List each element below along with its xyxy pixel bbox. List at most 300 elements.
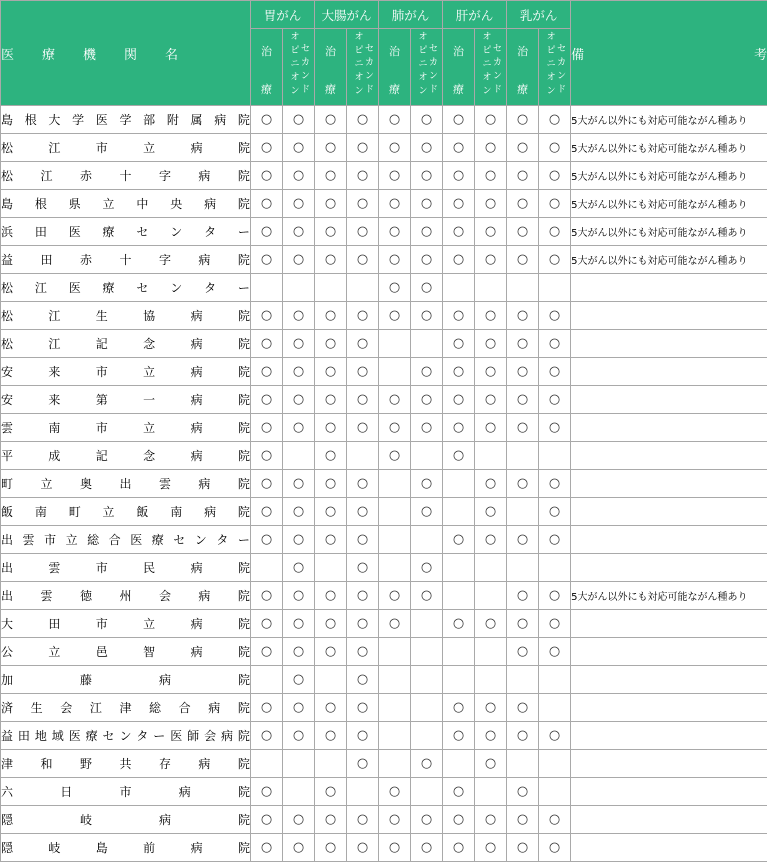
second-opinion-cell: ○ [283, 554, 315, 582]
treatment-cell: ○ [443, 134, 475, 162]
treatment-cell: ○ [443, 302, 475, 330]
hospital-name: 島 根 県 立 中 央 病 院 [1, 195, 250, 212]
treatment-cell: ○ [443, 358, 475, 386]
treatment-cell: ○ [251, 414, 283, 442]
second-opinion-subheader [539, 29, 571, 106]
treatment-cell: ○ [507, 414, 539, 442]
hospital-name-cell [1, 386, 251, 414]
table-row [1, 526, 767, 554]
second-opinion-line-2: オピニオン [289, 31, 299, 99]
hospital-name: 益 田 赤 十 字 病 院 [1, 251, 250, 268]
second-opinion-cell: ○ [475, 106, 507, 134]
second-opinion-cell: ○ [283, 106, 315, 134]
second-opinion-cell: ○ [347, 190, 379, 218]
table-row [1, 274, 767, 302]
treatment-cell: ○ [251, 386, 283, 414]
treatment-cell: ○ [251, 582, 283, 610]
hospital-name: 出 雲 市 立 総 合 医 療 セ ン タ ー [1, 531, 250, 548]
second-opinion-cell: ○ [475, 246, 507, 274]
second-opinion-cell [539, 442, 571, 470]
second-opinion-cell: ○ [283, 806, 315, 834]
treatment-cell [379, 722, 411, 750]
treatment-cell: ○ [379, 610, 411, 638]
treatment-char-1: 治 [325, 43, 336, 59]
second-opinion-cell: ○ [283, 386, 315, 414]
treatment-cell [379, 470, 411, 498]
second-opinion-cell: ○ [411, 806, 443, 834]
second-opinion-cell: ○ [539, 834, 571, 862]
second-opinion-cell [283, 750, 315, 778]
second-opinion-subheader [347, 29, 379, 106]
treatment-cell: ○ [315, 610, 347, 638]
second-opinion-cell: ○ [539, 302, 571, 330]
treatment-cell: ○ [379, 806, 411, 834]
treatment-cell [443, 470, 475, 498]
treatment-cell: ○ [251, 638, 283, 666]
treatment-cell: ○ [251, 302, 283, 330]
second-opinion-cell: ○ [475, 498, 507, 526]
treatment-cell: ○ [315, 190, 347, 218]
second-opinion-cell: ○ [347, 386, 379, 414]
treatment-cell [443, 498, 475, 526]
second-opinion-cell: ○ [411, 582, 443, 610]
second-opinion-cell: ○ [283, 162, 315, 190]
second-opinion-line-1: セカンド [427, 31, 437, 99]
institution-header: 医療機関名 [1, 1, 251, 106]
remarks-cell: 5大がん以外にも対応可能ながん種あり [571, 106, 767, 134]
second-opinion-cell [411, 722, 443, 750]
second-opinion-cell: ○ [475, 722, 507, 750]
hospital-name: 大 田 市 立 病 院 [1, 615, 250, 632]
second-opinion-cell [539, 750, 571, 778]
second-opinion-cell: ○ [411, 750, 443, 778]
treatment-cell: ○ [251, 498, 283, 526]
treatment-cell [379, 526, 411, 554]
hospital-name: 益 田 地 域 医 療 セ ン タ ー 医 師 会 病 院 [1, 727, 250, 744]
treatment-cell [379, 498, 411, 526]
second-opinion-cell [539, 666, 571, 694]
hospital-name: 松 江 赤 十 字 病 院 [1, 167, 250, 184]
treatment-cell: ○ [379, 218, 411, 246]
treatment-cell: ○ [379, 274, 411, 302]
treatment-cell: ○ [443, 442, 475, 470]
second-opinion-cell [411, 610, 443, 638]
second-opinion-cell: ○ [347, 246, 379, 274]
hospital-name: 津 和 野 共 存 病 院 [1, 755, 250, 772]
treatment-cell [379, 358, 411, 386]
hospital-name: 隠 岐 病 院 [1, 811, 250, 828]
remarks-cell [571, 498, 767, 526]
treatment-cell: ○ [379, 414, 411, 442]
second-opinion-line-2: オピニオン [545, 31, 555, 99]
treatment-cell [507, 554, 539, 582]
treatment-cell: ○ [315, 358, 347, 386]
second-opinion-cell [347, 442, 379, 470]
second-opinion-cell: ○ [411, 274, 443, 302]
hospital-name: 安 来 第 一 病 院 [1, 391, 250, 408]
treatment-cell: ○ [507, 722, 539, 750]
hospital-name: 町 立 奥 出 雲 病 院 [1, 475, 250, 492]
treatment-cell: ○ [251, 246, 283, 274]
hospital-name: 隠 岐 島 前 病 院 [1, 839, 250, 856]
treatment-cell: ○ [507, 610, 539, 638]
treatment-char-2: 療 [453, 81, 464, 97]
remarks-cell: 5大がん以外にも対応可能ながん種あり [571, 246, 767, 274]
second-opinion-cell: ○ [411, 498, 443, 526]
treatment-cell [507, 666, 539, 694]
treatment-cell: ○ [507, 386, 539, 414]
treatment-cell [315, 666, 347, 694]
second-opinion-cell: ○ [539, 218, 571, 246]
treatment-cell: ○ [379, 246, 411, 274]
second-opinion-cell: ○ [283, 218, 315, 246]
remarks-header [571, 1, 767, 106]
treatment-cell: ○ [507, 134, 539, 162]
table-row [1, 246, 767, 274]
second-opinion-cell: ○ [347, 526, 379, 554]
treatment-cell [443, 554, 475, 582]
second-opinion-cell: ○ [475, 162, 507, 190]
table-row [1, 834, 767, 862]
remarks-cell [571, 330, 767, 358]
hospital-name: 松 江 市 立 病 院 [1, 139, 250, 156]
treatment-cell: ○ [443, 610, 475, 638]
second-opinion-cell [539, 778, 571, 806]
treatment-cell: ○ [251, 134, 283, 162]
table-row [1, 666, 767, 694]
treatment-cell [251, 554, 283, 582]
treatment-cell: ○ [315, 778, 347, 806]
second-opinion-cell: ○ [347, 218, 379, 246]
second-opinion-cell: ○ [283, 834, 315, 862]
second-opinion-cell: ○ [411, 106, 443, 134]
second-opinion-cell: ○ [347, 582, 379, 610]
table-row [1, 218, 767, 246]
cancer-header-lung: 肺がん [379, 1, 443, 29]
second-opinion-cell: ○ [411, 470, 443, 498]
treatment-cell: ○ [379, 162, 411, 190]
second-opinion-cell: ○ [539, 162, 571, 190]
second-opinion-line-2: オピニオン [417, 31, 427, 99]
treatment-cell: ○ [251, 470, 283, 498]
hospital-name-cell [1, 694, 251, 722]
second-opinion-line-1: セカンド [555, 31, 565, 99]
remarks-cell [571, 722, 767, 750]
remarks-cell [571, 834, 767, 862]
hospital-name-cell [1, 246, 251, 274]
hospital-name: 松 江 生 協 病 院 [1, 307, 250, 324]
treatment-cell: ○ [379, 582, 411, 610]
second-opinion-cell: ○ [347, 330, 379, 358]
second-opinion-cell: ○ [283, 498, 315, 526]
second-opinion-cell: ○ [283, 694, 315, 722]
second-opinion-cell: ○ [411, 162, 443, 190]
treatment-cell: ○ [443, 778, 475, 806]
treatment-cell: ○ [315, 806, 347, 834]
cancer-header-breast: 乳がん [507, 1, 571, 29]
treatment-char-1: 治 [453, 43, 464, 59]
hospital-name-cell [1, 330, 251, 358]
cancer-header-liver: 肝がん [443, 1, 507, 29]
remarks-header-char-2: 考 [754, 44, 767, 63]
treatment-cell: ○ [315, 134, 347, 162]
table-body [1, 106, 767, 862]
second-opinion-cell: ○ [539, 330, 571, 358]
second-opinion-cell: ○ [347, 666, 379, 694]
hospital-name-cell [1, 806, 251, 834]
hospital-name-cell [1, 610, 251, 638]
treatment-cell: ○ [507, 218, 539, 246]
treatment-cell: ○ [379, 134, 411, 162]
remarks-cell [571, 610, 767, 638]
second-opinion-cell [283, 778, 315, 806]
treatment-cell: ○ [315, 694, 347, 722]
remarks-cell [571, 526, 767, 554]
remarks-cell [571, 302, 767, 330]
second-opinion-cell: ○ [475, 610, 507, 638]
second-opinion-cell: ○ [347, 470, 379, 498]
second-opinion-cell: ○ [347, 554, 379, 582]
treatment-cell: ○ [251, 526, 283, 554]
treatment-cell: ○ [507, 778, 539, 806]
treatment-cell: ○ [507, 190, 539, 218]
treatment-cell [379, 330, 411, 358]
second-opinion-cell: ○ [283, 134, 315, 162]
table-row [1, 750, 767, 778]
second-opinion-cell: ○ [539, 498, 571, 526]
remarks-cell [571, 274, 767, 302]
treatment-cell: ○ [443, 694, 475, 722]
second-opinion-cell: ○ [475, 694, 507, 722]
hospital-name: 加 藤 病 院 [1, 671, 250, 688]
treatment-cell: ○ [315, 442, 347, 470]
treatment-cell: ○ [443, 330, 475, 358]
treatment-cell: ○ [443, 190, 475, 218]
second-opinion-cell [539, 554, 571, 582]
second-opinion-cell: ○ [283, 190, 315, 218]
second-opinion-cell: ○ [539, 610, 571, 638]
table-row [1, 358, 767, 386]
hospital-name-cell [1, 638, 251, 666]
second-opinion-cell [283, 442, 315, 470]
treatment-cell: ○ [251, 358, 283, 386]
treatment-cell: ○ [379, 106, 411, 134]
treatment-cell [379, 750, 411, 778]
remarks-cell: 5大がん以外にも対応可能ながん種あり [571, 134, 767, 162]
treatment-cell: ○ [507, 582, 539, 610]
second-opinion-cell: ○ [539, 190, 571, 218]
second-opinion-line-2: オピニオン [481, 31, 491, 99]
cancer-header-stomach: 胃がん [251, 1, 315, 29]
treatment-subheader [251, 29, 283, 106]
table-row [1, 330, 767, 358]
second-opinion-cell: ○ [539, 106, 571, 134]
second-opinion-cell [411, 778, 443, 806]
second-opinion-cell: ○ [411, 190, 443, 218]
hospital-name-cell [1, 358, 251, 386]
treatment-cell: ○ [443, 722, 475, 750]
remarks-cell [571, 638, 767, 666]
second-opinion-cell: ○ [283, 666, 315, 694]
second-opinion-cell: ○ [283, 330, 315, 358]
hospital-name-cell [1, 414, 251, 442]
treatment-cell [315, 554, 347, 582]
second-opinion-cell [411, 442, 443, 470]
treatment-cell: ○ [507, 526, 539, 554]
table-row [1, 190, 767, 218]
treatment-cell [315, 274, 347, 302]
remarks-cell [571, 694, 767, 722]
treatment-cell: ○ [443, 218, 475, 246]
second-opinion-cell [475, 582, 507, 610]
remarks-cell: 5大がん以外にも対応可能ながん種あり [571, 190, 767, 218]
hospital-name-cell [1, 750, 251, 778]
second-opinion-cell: ○ [475, 806, 507, 834]
treatment-cell: ○ [315, 722, 347, 750]
treatment-cell [507, 274, 539, 302]
hospital-name-cell [1, 666, 251, 694]
hospital-name: 出 雲 徳 州 会 病 院 [1, 587, 250, 604]
second-opinion-cell: ○ [411, 246, 443, 274]
treatment-char-1: 治 [261, 43, 272, 59]
second-opinion-cell: ○ [475, 386, 507, 414]
remarks-cell [571, 806, 767, 834]
remarks-cell [571, 554, 767, 582]
treatment-cell: ○ [379, 778, 411, 806]
second-opinion-cell: ○ [411, 358, 443, 386]
treatment-cell: ○ [251, 722, 283, 750]
treatment-cell [379, 554, 411, 582]
remarks-cell [571, 386, 767, 414]
treatment-cell [443, 666, 475, 694]
treatment-cell: ○ [507, 162, 539, 190]
second-opinion-cell [347, 778, 379, 806]
hospital-name: 安 来 市 立 病 院 [1, 363, 250, 380]
treatment-cell: ○ [507, 638, 539, 666]
treatment-cell: ○ [443, 834, 475, 862]
treatment-cell: ○ [315, 106, 347, 134]
treatment-cell: ○ [379, 190, 411, 218]
treatment-cell [507, 498, 539, 526]
second-opinion-cell: ○ [411, 834, 443, 862]
treatment-cell: ○ [251, 162, 283, 190]
treatment-cell: ○ [251, 694, 283, 722]
second-opinion-cell: ○ [347, 358, 379, 386]
second-opinion-cell: ○ [539, 470, 571, 498]
second-opinion-subheader [283, 29, 315, 106]
treatment-cell: ○ [379, 386, 411, 414]
second-opinion-cell: ○ [475, 330, 507, 358]
second-opinion-cell: ○ [411, 218, 443, 246]
treatment-cell: ○ [379, 442, 411, 470]
second-opinion-subheader [475, 29, 507, 106]
treatment-cell: ○ [507, 470, 539, 498]
treatment-cell: ○ [507, 834, 539, 862]
second-opinion-cell: ○ [539, 358, 571, 386]
treatment-cell: ○ [251, 834, 283, 862]
remarks-cell [571, 666, 767, 694]
treatment-cell: ○ [251, 610, 283, 638]
hospital-name-cell [1, 106, 251, 134]
second-opinion-line-2: オピニオン [353, 31, 363, 99]
second-opinion-cell [411, 666, 443, 694]
second-opinion-line-1: セカンド [299, 31, 309, 99]
second-opinion-cell: ○ [347, 638, 379, 666]
second-opinion-cell: ○ [475, 414, 507, 442]
table-row [1, 778, 767, 806]
second-opinion-line-1: セカンド [491, 31, 501, 99]
treatment-cell [443, 750, 475, 778]
second-opinion-cell [347, 274, 379, 302]
treatment-cell [443, 638, 475, 666]
treatment-cell: ○ [315, 498, 347, 526]
hospital-name: 平 成 記 念 病 院 [1, 447, 250, 464]
treatment-cell: ○ [507, 106, 539, 134]
second-opinion-cell: ○ [283, 414, 315, 442]
second-opinion-cell: ○ [347, 302, 379, 330]
remarks-cell [571, 414, 767, 442]
treatment-cell: ○ [315, 330, 347, 358]
table-row [1, 414, 767, 442]
treatment-subheader [315, 29, 347, 106]
treatment-cell: ○ [507, 358, 539, 386]
remarks-cell: 5大がん以外にも対応可能ながん種あり [571, 582, 767, 610]
treatment-char-1: 治 [389, 43, 400, 59]
treatment-cell [251, 750, 283, 778]
treatment-cell: ○ [443, 162, 475, 190]
table-row [1, 386, 767, 414]
treatment-cell: ○ [507, 330, 539, 358]
hospital-name-cell [1, 498, 251, 526]
hospital-name-cell [1, 722, 251, 750]
table-row [1, 442, 767, 470]
table-row [1, 554, 767, 582]
second-opinion-cell: ○ [475, 526, 507, 554]
treatment-char-2: 療 [261, 81, 272, 97]
treatment-cell: ○ [315, 470, 347, 498]
second-opinion-cell: ○ [411, 386, 443, 414]
second-opinion-cell: ○ [283, 610, 315, 638]
second-opinion-cell: ○ [475, 470, 507, 498]
treatment-cell: ○ [379, 834, 411, 862]
second-opinion-cell [411, 694, 443, 722]
table-header [1, 1, 767, 106]
second-opinion-cell: ○ [347, 750, 379, 778]
table-row [1, 638, 767, 666]
second-opinion-cell: ○ [347, 162, 379, 190]
treatment-cell: ○ [315, 386, 347, 414]
treatment-char-2: 療 [389, 81, 400, 97]
treatment-cell [251, 274, 283, 302]
second-opinion-line-1: セカンド [363, 31, 373, 99]
second-opinion-cell: ○ [475, 358, 507, 386]
second-opinion-cell: ○ [539, 582, 571, 610]
remarks-cell [571, 358, 767, 386]
hospital-name-cell [1, 218, 251, 246]
hospital-name: 済 生 会 江 津 総 合 病 院 [1, 699, 250, 716]
second-opinion-cell: ○ [347, 722, 379, 750]
second-opinion-cell: ○ [475, 218, 507, 246]
treatment-cell: ○ [315, 246, 347, 274]
treatment-subheader [443, 29, 475, 106]
table-row [1, 302, 767, 330]
second-opinion-cell: ○ [347, 806, 379, 834]
second-opinion-cell [539, 694, 571, 722]
second-opinion-cell [283, 274, 315, 302]
hospital-name-cell [1, 834, 251, 862]
remarks-cell [571, 470, 767, 498]
treatment-cell [379, 694, 411, 722]
